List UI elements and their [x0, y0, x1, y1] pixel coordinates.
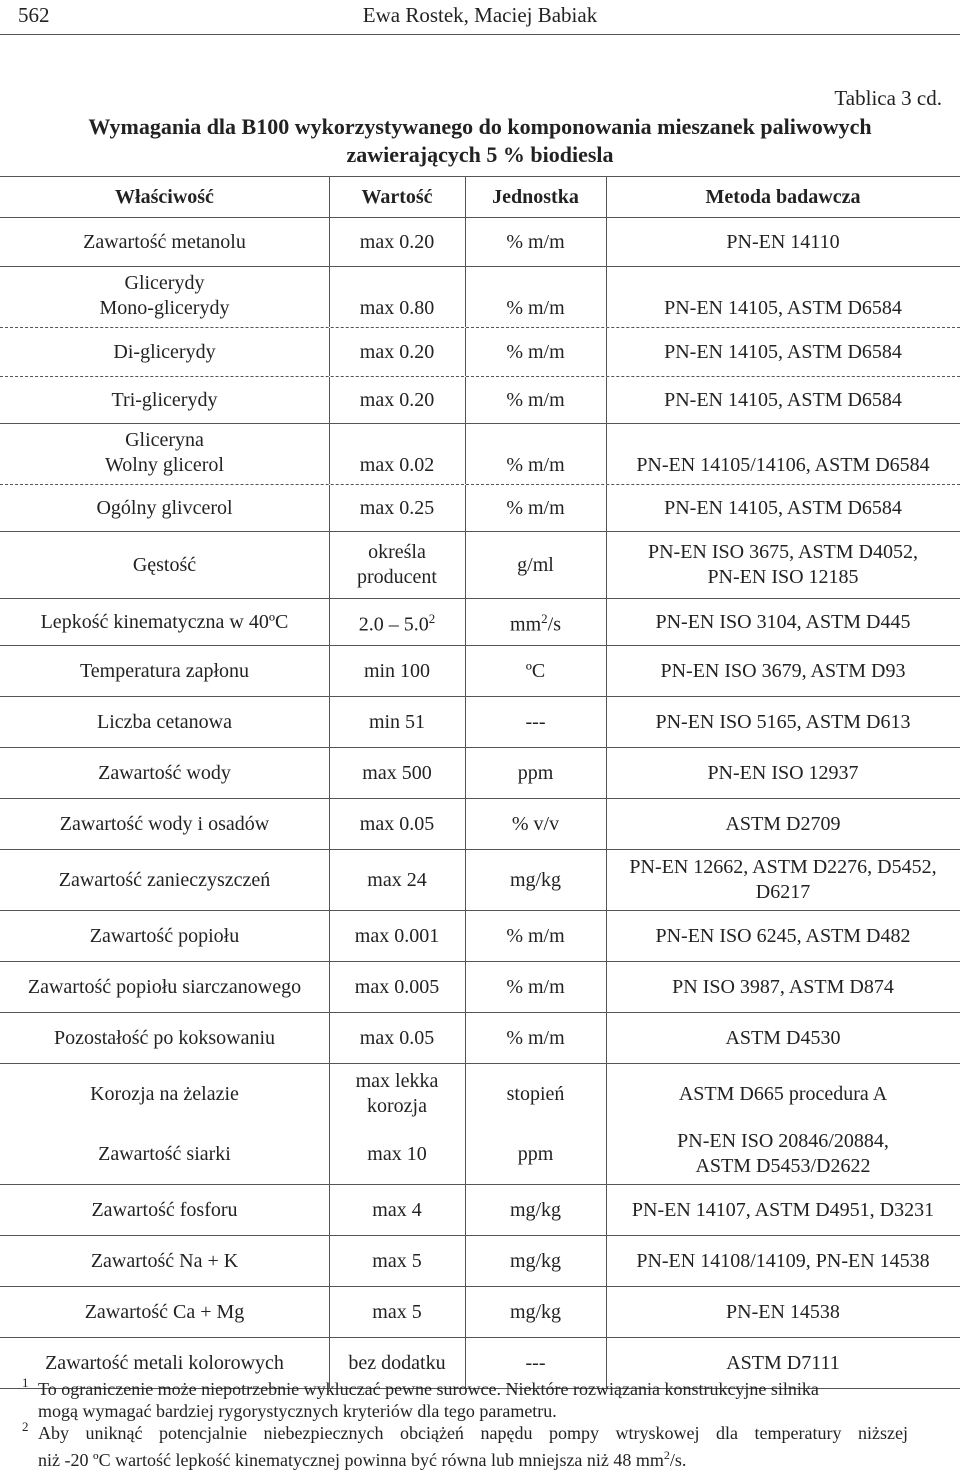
method-cell: PN-EN 14105, ASTM D6584 [664, 496, 902, 519]
method-cell: ASTM D665 procedura A [678, 1082, 888, 1105]
table-row [0, 377, 960, 424]
method-cell: ASTM D7111 [726, 1351, 840, 1374]
value-line: określa [368, 541, 426, 563]
requirements-table [0, 176, 960, 1389]
table-row [0, 218, 960, 267]
property-cell: Korozja na żelazie [90, 1082, 239, 1105]
footnote-ref: 2 [428, 611, 436, 627]
footnote-line: mogą wymagać bardziej rygorystycznych kryteriów dla tego parametru. [38, 1401, 557, 1421]
unit-cell: % m/m [506, 388, 565, 411]
table-row [0, 697, 960, 748]
value-cell: max 0.80 [359, 297, 435, 319]
table-row [0, 267, 960, 328]
value-cell: max 0.05 [359, 1026, 435, 1049]
group-label: Gliceryna [125, 429, 204, 451]
table-row [0, 850, 960, 911]
property-cell: Zawartość fosforu [91, 1198, 238, 1221]
method-cell [606, 532, 960, 598]
property-cell: Gęstość [132, 553, 197, 576]
column-header: Wartość [361, 185, 433, 208]
unit-cell: % m/m [506, 230, 565, 253]
unit-text: /s [547, 613, 561, 636]
group-label: Glicerydy [124, 272, 205, 294]
property-cell: Zawartość wody [98, 761, 231, 784]
property-cell: Zawartość Ca + Mg [84, 1300, 245, 1323]
table-row [0, 748, 960, 799]
method-cell: ASTM D4530 [725, 1026, 841, 1049]
property-cell: Zawartość siarki [98, 1142, 231, 1165]
method-cell: PN-EN ISO 5165, ASTM D613 [655, 710, 911, 733]
value-text: 2.0 – 5.0 [358, 613, 429, 636]
property-cell: Zawartość popiołu [89, 924, 240, 947]
unit-cell: g/ml [517, 553, 554, 576]
page-number: 562 [18, 3, 50, 27]
footnote [22, 1419, 908, 1471]
table-header-row [0, 176, 960, 218]
footnote-number: 1 [22, 1375, 29, 1390]
table-row [0, 424, 960, 485]
value-cell: max 5 [372, 1249, 422, 1272]
value-cell [329, 599, 465, 645]
footnote-line [38, 1444, 908, 1471]
unit-cell: mg/kg [509, 1300, 562, 1323]
value-cell: max 10 [367, 1142, 427, 1165]
method-cell [606, 850, 960, 910]
table-row [0, 1185, 960, 1236]
table-number: Tablica 3 cd. [834, 86, 942, 110]
method-line: ASTM D5453/D2622 [695, 1155, 871, 1177]
unit-cell: ppm [517, 1142, 554, 1165]
property-cell: Zawartość wody i osadów [59, 812, 270, 835]
value-line: producent [357, 566, 437, 588]
unit-cell: % m/m [506, 975, 565, 998]
method-cell: PN-EN 14105/14106, ASTM D6584 [636, 454, 930, 476]
table-row [0, 962, 960, 1013]
unit-cell: % m/m [506, 496, 565, 519]
property-label: Mono-glicerydy [99, 297, 230, 319]
property-cell: Ogólny glivcerol [96, 496, 233, 519]
property-cell: Tri-glicerydy [111, 388, 218, 411]
column-header: Właściwość [115, 185, 214, 208]
method-cell: PN-EN ISO 6245, ASTM D482 [655, 924, 911, 947]
table-row [0, 599, 960, 646]
value-cell [329, 1064, 465, 1124]
footnote-line: To ograniczenie może niepotrzebnie wykluczać pewne surowce. Niektóre rozwiązania konstrukcyjne silnika [38, 1379, 819, 1399]
value-cell [329, 532, 465, 598]
property-cell: Zawartość popiołu siarczanowego [27, 975, 302, 998]
unit-cell: mg/kg [509, 1198, 562, 1221]
method-cell: PN-EN 14105, ASTM D6584 [664, 388, 902, 411]
table-row [0, 1287, 960, 1338]
unit-cell: --- [525, 710, 546, 733]
table-title [0, 113, 960, 169]
table-row-pair [0, 1064, 960, 1185]
column-header: Jednostka [492, 185, 579, 208]
method-line: PN-EN 12662, ASTM D2276, D5452, [629, 856, 937, 878]
unit-exponent: 2 [541, 611, 548, 627]
footnote [22, 1375, 908, 1422]
property-cell: Zawartość metanolu [83, 230, 246, 253]
value-cell: max 500 [362, 761, 432, 784]
column-header: Metoda badawcza [705, 185, 861, 208]
property-cell: Zawartość zanieczyszczeń [58, 868, 271, 891]
value-cell: max 0.20 [359, 230, 435, 253]
property-cell: Zawartość Na + K [90, 1249, 239, 1272]
value-cell: max 0.005 [354, 975, 440, 998]
value-cell: max 0.001 [354, 924, 440, 947]
property-cell: Lepkość kinematyczna w 40ºC [40, 610, 289, 633]
method-cell: PN-EN 14108/14109, PN-EN 14538 [636, 1249, 930, 1272]
unit-cell: % m/m [506, 340, 565, 363]
method-cell [606, 1124, 960, 1184]
method-cell: PN-EN 14538 [726, 1300, 840, 1323]
footnote-text: niż -20 ºC wartość lepkość kinematycznej powinna być równa lub mniejsza niż 48 mm [38, 1450, 664, 1470]
unit-exponent: 2 [663, 1448, 670, 1462]
property-cell: Pozostałość po koksowaniu [53, 1026, 276, 1049]
unit-cell: ppm [517, 761, 554, 784]
unit-cell [465, 599, 606, 645]
table-row [0, 485, 960, 532]
method-cell: PN-EN 14105, ASTM D6584 [664, 340, 902, 363]
method-cell: PN-EN ISO 3679, ASTM D93 [660, 659, 906, 682]
unit-cell: mg/kg [509, 1249, 562, 1272]
footnote-line: Aby uniknąć potencjalnie niebezpiecznych obciążeń napędu pompy wtryskowej dla temperatury niższej [38, 1423, 908, 1443]
table-row [0, 328, 960, 377]
value-cell: max 0.02 [359, 454, 435, 476]
value-cell: max 0.25 [359, 496, 435, 519]
unit-cell: % m/m [506, 924, 565, 947]
table-row [0, 1013, 960, 1064]
unit-cell: % v/v [511, 812, 560, 835]
value-cell: min 51 [368, 710, 426, 733]
property-cell: Temperatura zapłonu [79, 659, 250, 682]
value-cell: min 100 [363, 659, 431, 682]
method-cell: PN-EN 14107, ASTM D4951, D3231 [631, 1198, 935, 1221]
unit-cell: --- [525, 1351, 546, 1374]
unit-cell: stopień [506, 1082, 565, 1105]
table-row [0, 1064, 960, 1124]
property-cell: Liczba cetanowa [97, 710, 232, 733]
table-row [0, 532, 960, 599]
table-row [0, 646, 960, 697]
method-line: PN-EN ISO 12185 [707, 566, 859, 588]
method-cell: PN-EN 14110 [726, 230, 840, 253]
method-cell: PN-EN ISO 3104, ASTM D445 [655, 610, 911, 633]
table-row [0, 799, 960, 850]
property-cell [0, 267, 329, 327]
method-cell: PN-EN ISO 12937 [707, 761, 859, 784]
page-header [0, 0, 960, 35]
value-cell: max 0.20 [359, 340, 435, 363]
property-label: Wolny glicerol [105, 454, 224, 476]
method-line: D6217 [755, 881, 811, 903]
value-cell: max 24 [367, 868, 427, 891]
unit-text: mm [510, 613, 542, 636]
page-authors: Ewa Rostek, Maciej Babiak [362, 3, 598, 27]
method-cell: PN-EN 14105, ASTM D6584 [664, 297, 902, 319]
table-row [0, 1236, 960, 1287]
unit-cell: % m/m [506, 454, 565, 476]
method-cell: PN ISO 3987, ASTM D874 [672, 975, 894, 998]
value-line: korozja [367, 1095, 427, 1117]
property-cell: Di-glicerydy [113, 340, 216, 363]
value-line: max lekka [355, 1070, 439, 1092]
value-cell: max 5 [372, 1300, 422, 1323]
footnote-number: 2 [22, 1419, 29, 1434]
value-cell: max 0.20 [359, 388, 435, 411]
table-row [0, 1124, 960, 1184]
footnote-text: /s. [669, 1450, 687, 1470]
table-title-line: zawierających 5 % biodiesla [346, 142, 614, 167]
method-cell: ASTM D2709 [725, 812, 841, 835]
method-line: PN-EN ISO 3675, ASTM D4052, [647, 541, 919, 563]
unit-cell: % m/m [506, 297, 565, 319]
unit-cell: % m/m [506, 1026, 565, 1049]
unit-cell: ºC [525, 659, 546, 682]
value-cell: max 0.05 [359, 812, 435, 835]
method-line: PN-EN ISO 20846/20884, [677, 1130, 889, 1152]
unit-cell: mg/kg [509, 868, 562, 891]
table-title-line: Wymagania dla B100 wykorzystywanego do komponowania mieszanek paliwowych [88, 114, 872, 139]
property-cell [0, 424, 329, 484]
table-row [0, 911, 960, 962]
value-cell: bez dodatku [348, 1351, 446, 1374]
value-cell: max 4 [372, 1198, 422, 1221]
property-cell: Zawartość metali kolorowych [45, 1351, 284, 1374]
